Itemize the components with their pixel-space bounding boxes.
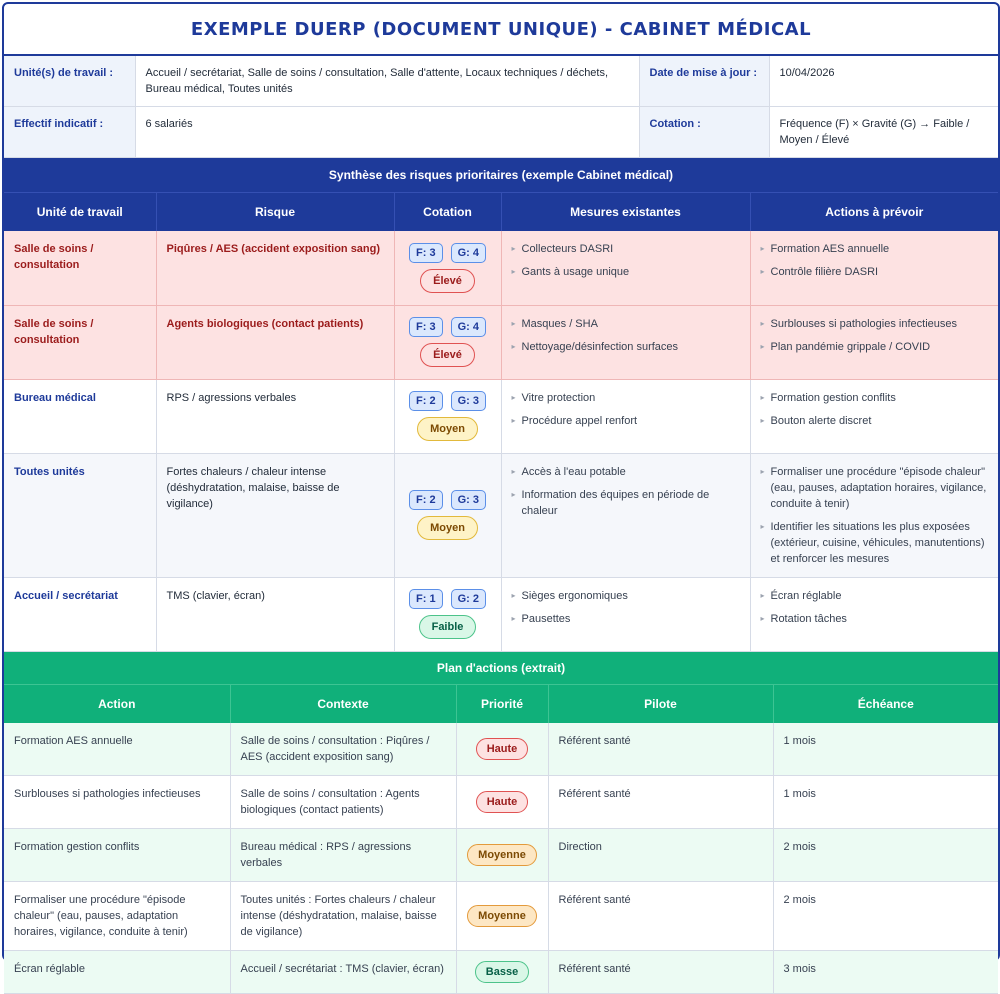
header-contexte: Contexte bbox=[230, 684, 456, 723]
header-risque: Risque bbox=[156, 193, 394, 232]
mesures-cell bbox=[501, 231, 750, 305]
pilote-cell: Référent santé bbox=[548, 723, 773, 776]
list-item: ▸ Formation AES annuelle bbox=[761, 241, 989, 257]
unite-cell: Bureau médical bbox=[4, 379, 156, 453]
niveau-badge: Élevé bbox=[420, 343, 475, 367]
contexte-cell: Bureau médical : RPS / agressions verbales bbox=[230, 828, 456, 881]
unite-cell: Salle de soins / consultation bbox=[4, 305, 156, 379]
list-item: ▸ Masques / SHA bbox=[512, 316, 740, 332]
list-item: ▸ Accès à l'eau potable bbox=[512, 464, 740, 480]
unite-cell: Accueil / secrétariat bbox=[4, 577, 156, 651]
risque-cell: Piqûres / AES (accident exposition sang) bbox=[156, 231, 394, 305]
priorite-cell bbox=[456, 881, 548, 950]
header-unite: Unité de travail bbox=[4, 193, 156, 232]
mesures-cell bbox=[501, 453, 750, 577]
actions-cell bbox=[750, 231, 998, 305]
frequence-badge: F: 2 bbox=[409, 490, 443, 510]
niveau-badge: Élevé bbox=[420, 269, 475, 293]
priorite-cell bbox=[456, 828, 548, 881]
priority-badge: Haute bbox=[476, 738, 529, 760]
priority-badge: Moyenne bbox=[467, 844, 537, 866]
table-row bbox=[4, 577, 998, 651]
cotation-cell bbox=[394, 305, 501, 379]
cotation-cell bbox=[394, 577, 501, 651]
list-item: ▸ Bouton alerte discret bbox=[761, 413, 989, 429]
frequence-badge: F: 2 bbox=[409, 391, 443, 411]
header-pilote: Pilote bbox=[548, 684, 773, 723]
priorite-cell bbox=[456, 723, 548, 776]
effectif-label: Effectif indicatif : bbox=[4, 107, 135, 158]
table-row bbox=[4, 723, 998, 776]
plan-table bbox=[4, 684, 998, 994]
echeance-cell: 2 mois bbox=[773, 828, 998, 881]
pilote-cell: Direction bbox=[548, 828, 773, 881]
list-item: ▸ Pausettes bbox=[512, 611, 740, 627]
priority-badge: Haute bbox=[476, 791, 529, 813]
gravite-badge: G: 3 bbox=[451, 391, 486, 411]
list-item: ▸ Information des équipes en période de chaleur bbox=[512, 487, 740, 519]
contexte-cell: Salle de soins / consultation : Agents biologiques (contact patients) bbox=[230, 775, 456, 828]
echeance-cell: 2 mois bbox=[773, 881, 998, 950]
header-priorite: Priorité bbox=[456, 684, 548, 723]
action-cell: Formation gestion conflits bbox=[4, 828, 230, 881]
table-row bbox=[4, 775, 998, 828]
risque-cell: TMS (clavier, écran) bbox=[156, 577, 394, 651]
frequence-badge: F: 3 bbox=[409, 317, 443, 337]
actions-cell bbox=[750, 379, 998, 453]
list-item: ▸ Écran réglable bbox=[761, 588, 989, 604]
risque-cell: Agents biologiques (contact patients) bbox=[156, 305, 394, 379]
action-cell: Formation AES annuelle bbox=[4, 723, 230, 776]
unites-label: Unité(s) de travail : bbox=[4, 56, 135, 107]
cotation-value: Fréquence (F) × Gravité (G) → Faible / Moyen / Élevé bbox=[769, 107, 998, 158]
action-cell: Surblouses si pathologies infectieuses bbox=[4, 775, 230, 828]
actions-cell bbox=[750, 305, 998, 379]
niveau-badge: Faible bbox=[419, 615, 477, 639]
table-row bbox=[4, 379, 998, 453]
duerp-document bbox=[2, 2, 1000, 978]
plan-section-title: Plan d'actions (extrait) bbox=[4, 652, 998, 684]
list-item: ▸ Surblouses si pathologies infectieuses bbox=[761, 316, 989, 332]
cotation-cell bbox=[394, 379, 501, 453]
table-row bbox=[4, 881, 998, 950]
echeance-cell: 1 mois bbox=[773, 723, 998, 776]
header-action: Action bbox=[4, 684, 230, 723]
table-row bbox=[4, 453, 998, 577]
unites-value: Accueil / secrétariat, Salle de soins / consultation, Salle d'attente, Locaux techniques / déchets, Bureau médical, Toutes unités bbox=[135, 56, 639, 107]
contexte-cell: Salle de soins / consultation : Piqûres / AES (accident exposition sang) bbox=[230, 723, 456, 776]
pilote-cell: Référent santé bbox=[548, 881, 773, 950]
gravite-badge: G: 3 bbox=[451, 490, 486, 510]
frequence-badge: F: 3 bbox=[409, 243, 443, 263]
frequence-badge: F: 1 bbox=[409, 589, 443, 609]
niveau-badge: Moyen bbox=[417, 417, 478, 441]
header-cotation: Cotation bbox=[394, 193, 501, 232]
niveau-badge: Moyen bbox=[417, 516, 478, 540]
header-echeance: Échéance bbox=[773, 684, 998, 723]
list-item: ▸ Formation gestion conflits bbox=[761, 390, 989, 406]
list-item: ▸ Collecteurs DASRI bbox=[512, 241, 740, 257]
list-item: ▸ Gants à usage unique bbox=[512, 264, 740, 280]
table-row bbox=[4, 305, 998, 379]
table-row bbox=[4, 950, 998, 993]
list-item: ▸ Procédure appel renfort bbox=[512, 413, 740, 429]
mesures-cell bbox=[501, 379, 750, 453]
gravite-badge: G: 4 bbox=[451, 243, 486, 263]
risque-cell: Fortes chaleurs / chaleur intense (déshydratation, malaise, baisse de vigilance) bbox=[156, 453, 394, 577]
mesures-cell bbox=[501, 577, 750, 651]
actions-cell bbox=[750, 453, 998, 577]
table-row bbox=[4, 231, 998, 305]
pilote-cell: Référent santé bbox=[548, 950, 773, 993]
priority-badge: Basse bbox=[475, 961, 529, 983]
cotation-cell bbox=[394, 453, 501, 577]
echeance-cell: 1 mois bbox=[773, 775, 998, 828]
priority-badge: Moyenne bbox=[467, 905, 537, 927]
list-item: ▸ Sièges ergonomiques bbox=[512, 588, 740, 604]
list-item: ▸ Rotation tâches bbox=[761, 611, 989, 627]
list-item: ▸ Contrôle filière DASRI bbox=[761, 264, 989, 280]
page-title: EXEMPLE DUERP (DOCUMENT UNIQUE) - CABINET MÉDICAL bbox=[4, 4, 998, 56]
header-mesures: Mesures existantes bbox=[501, 193, 750, 232]
list-item: ▸ Plan pandémie grippale / COVID bbox=[761, 339, 989, 355]
gravite-badge: G: 4 bbox=[451, 317, 486, 337]
meta-table bbox=[4, 56, 998, 158]
contexte-cell: Toutes unités : Fortes chaleurs / chaleur intense (déshydratation, malaise, baisse de vigilance) bbox=[230, 881, 456, 950]
priorite-cell bbox=[456, 775, 548, 828]
header-actions: Actions à prévoir bbox=[750, 193, 998, 232]
date-value: 10/04/2026 bbox=[769, 56, 998, 107]
contexte-cell: Accueil / secrétariat : TMS (clavier, écran) bbox=[230, 950, 456, 993]
effectif-value: 6 salariés bbox=[135, 107, 639, 158]
action-cell: Formaliser une procédure "épisode chaleur" (eau, pauses, adaptation horaires, vigilance, conduite à tenir) bbox=[4, 881, 230, 950]
actions-cell bbox=[750, 577, 998, 651]
cotation-label: Cotation : bbox=[639, 107, 769, 158]
list-item: ▸ Formaliser une procédure "épisode chaleur" (eau, pauses, adaptation horaires, vigilance, conduite à tenir) bbox=[761, 464, 989, 512]
risque-cell: RPS / agressions verbales bbox=[156, 379, 394, 453]
synthese-section-title: Synthèse des risques prioritaires (exemple Cabinet médical) bbox=[4, 158, 998, 192]
list-item: ▸ Identifier les situations les plus exposées (extérieur, cuisine, véhicules, manutentions) et renforcer les mesures bbox=[761, 519, 989, 567]
gravite-badge: G: 2 bbox=[451, 589, 486, 609]
pilote-cell: Référent santé bbox=[548, 775, 773, 828]
unite-cell: Salle de soins / consultation bbox=[4, 231, 156, 305]
mesures-cell bbox=[501, 305, 750, 379]
priorite-cell bbox=[456, 950, 548, 993]
table-row bbox=[4, 828, 998, 881]
action-cell: Écran réglable bbox=[4, 950, 230, 993]
unite-cell: Toutes unités bbox=[4, 453, 156, 577]
list-item: ▸ Vitre protection bbox=[512, 390, 740, 406]
cotation-cell bbox=[394, 231, 501, 305]
list-item: ▸ Nettoyage/désinfection surfaces bbox=[512, 339, 740, 355]
echeance-cell: 3 mois bbox=[773, 950, 998, 993]
risk-table bbox=[4, 192, 998, 652]
date-label: Date de mise à jour : bbox=[639, 56, 769, 107]
